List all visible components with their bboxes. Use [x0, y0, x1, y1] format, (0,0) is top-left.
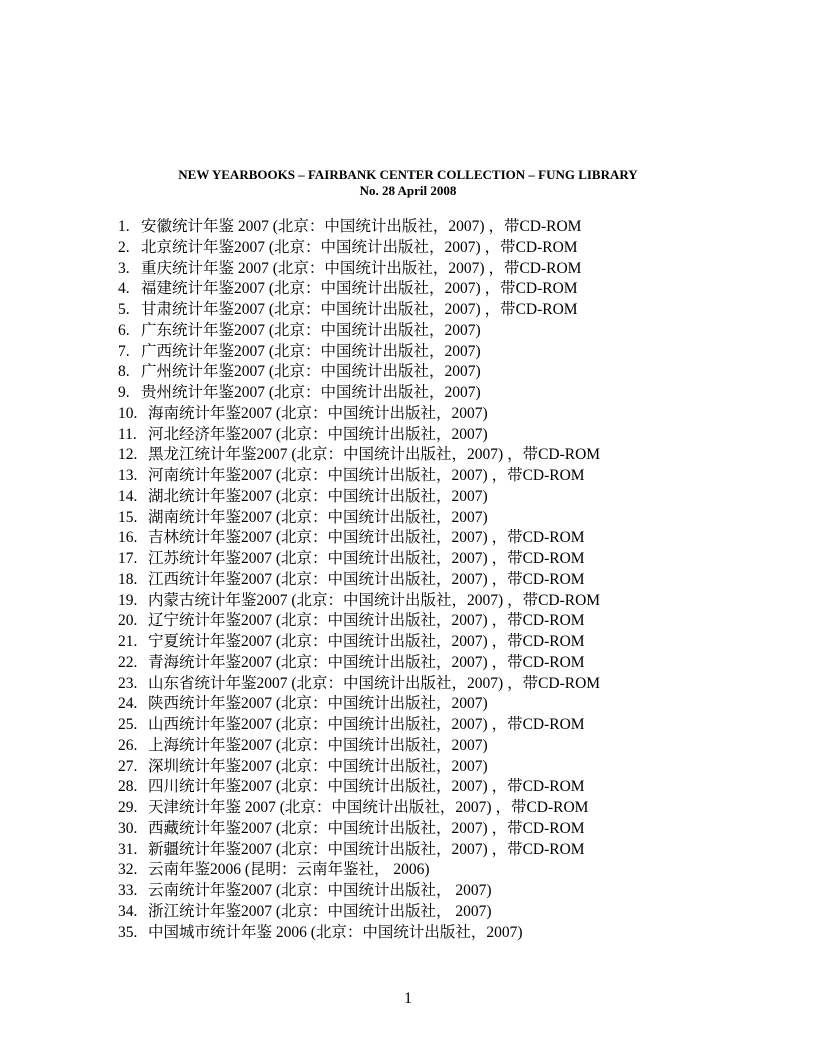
list-item-number: 2.	[118, 238, 130, 256]
list-item-number: 8.	[118, 363, 130, 381]
list-item-text: 陕西统计年鉴2007 (北京：中国统计出版社，2007)	[148, 695, 488, 713]
list-item	[118, 362, 758, 383]
list-item-number: 18.	[118, 570, 138, 588]
list-item-text: 广东统计年鉴2007 (北京：中国统计出版社，2007)	[141, 321, 481, 339]
list-item	[118, 819, 758, 840]
list-item-number: 30.	[118, 819, 138, 837]
list-item-number: 31.	[118, 840, 138, 858]
list-item	[118, 279, 758, 300]
list-item	[118, 528, 758, 549]
list-item-number: 15.	[118, 508, 138, 526]
list-item-text: 天津统计年鉴 2007 (北京：中国统计出版社，2007) ，带CD-ROM	[148, 799, 589, 816]
list-item-text: 山西统计年鉴2007 (北京：中国统计出版社，2007) ，带CD-ROM	[148, 716, 585, 733]
list-item-number: 25.	[118, 716, 138, 733]
list-item-text: 西藏统计年鉴2007 (北京：中国统计出版社，2007) ，带CD-ROM	[148, 819, 585, 837]
list-item-text: 海南统计年鉴2007 (北京：中国统计出版社，2007)	[148, 404, 488, 422]
list-item-text: 贵州统计年鉴2007 (北京：中国统计出版社，2007)	[141, 384, 481, 401]
list-item	[118, 798, 758, 819]
list-item	[118, 321, 758, 342]
list-item	[118, 487, 758, 508]
list-item-text: 江苏统计年鉴2007 (北京：中国统计出版社，2007) ，带CD-ROM	[148, 550, 585, 567]
yearbook-list	[118, 217, 758, 943]
list-item	[118, 508, 758, 529]
list-item-number: 20.	[118, 612, 138, 630]
list-item-text: 吉林统计年鉴2007 (北京：中国统计出版社，2007) ，带CD-ROM	[148, 529, 585, 547]
list-item	[118, 777, 758, 798]
list-item-number: 7.	[118, 342, 130, 360]
list-item-text: 北京统计年鉴2007 (北京：中国统计出版社，2007) ，带CD-ROM	[141, 238, 578, 256]
list-item	[118, 259, 758, 280]
list-item-text: 山东省统计年鉴2007 (北京：中国统计出版社，2007) ，带CD-ROM	[148, 674, 601, 692]
list-item-text: 中国城市统计年鉴 2006 (北京：中国统计出版社，2007)	[148, 923, 523, 941]
list-item	[118, 445, 758, 466]
list-item	[118, 549, 758, 570]
list-item-text: 辽宁统计年鉴2007 (北京：中国统计出版社，2007) ，带CD-ROM	[148, 612, 585, 630]
list-item-text: 内蒙古统计年鉴2007 (北京：中国统计出版社，2007) ，带CD-ROM	[148, 591, 601, 609]
list-item	[118, 383, 758, 404]
list-item-text: 甘肃统计年鉴2007 (北京：中国统计出版社，2007) ，带CD-ROM	[141, 301, 578, 318]
list-item-text: 青海统计年鉴2007 (北京：中国统计出版社，2007) ，带CD-ROM	[148, 653, 585, 671]
list-item-text: 宁夏统计年鉴2007 (北京：中国统计出版社，2007) ，带CD-ROM	[148, 633, 585, 650]
list-item	[118, 611, 758, 632]
list-item-text: 广州统计年鉴2007 (北京：中国统计出版社，2007)	[141, 363, 481, 381]
list-item	[118, 715, 758, 736]
list-item-number: 11.	[118, 425, 137, 443]
list-item-text: 广西统计年鉴2007 (北京：中国统计出版社，2007)	[141, 342, 481, 360]
list-item	[118, 736, 758, 757]
list-item	[118, 238, 758, 259]
list-item-number: 6.	[118, 321, 130, 339]
list-item-number: 28.	[118, 778, 138, 796]
list-item	[118, 923, 758, 944]
list-item-number: 34.	[118, 902, 138, 920]
list-item	[118, 757, 758, 778]
list-item-number: 3.	[118, 259, 130, 277]
list-item-number: 13.	[118, 467, 138, 484]
list-item	[118, 632, 758, 653]
page-title: NEW YEARBOOKS – FAIRBANK CENTER COLLECTION – FUNG LIBRARY	[178, 167, 638, 182]
list-item	[118, 300, 758, 321]
list-item	[118, 881, 758, 902]
list-item-number: 22.	[118, 653, 138, 671]
list-item-number: 17.	[118, 550, 138, 567]
list-item-text: 湖南统计年鉴2007 (北京：中国统计出版社，2007)	[148, 508, 488, 526]
list-item-text: 河北经济年鉴2007 (北京：中国统计出版社，2007)	[148, 425, 488, 443]
list-item-text: 云南年鉴2006 (昆明：云南年鉴社， 2006)	[148, 861, 430, 879]
list-item-text: 重庆统计年鉴 2007 (北京：中国统计出版社，2007) ，带CD-ROM	[141, 259, 582, 277]
list-item-text: 云南统计年鉴2007 (北京：中国统计出版社， 2007)	[148, 882, 492, 899]
list-item	[118, 570, 758, 591]
list-item-text: 新疆统计年鉴2007 (北京：中国统计出版社，2007) ，带CD-ROM	[148, 840, 585, 858]
list-item	[118, 840, 758, 861]
list-item-number: 32.	[118, 861, 138, 879]
list-item-text: 河南统计年鉴2007 (北京：中国统计出版社，2007) ，带CD-ROM	[148, 467, 585, 484]
list-item-number: 16.	[118, 529, 138, 547]
list-item-number: 21.	[118, 633, 138, 650]
list-item-number: 5.	[118, 301, 130, 318]
list-item-number: 35.	[118, 923, 138, 941]
list-item-number: 27.	[118, 757, 138, 775]
list-item	[118, 425, 758, 446]
list-item-number: 26.	[118, 736, 138, 754]
list-item	[118, 902, 758, 923]
list-item	[118, 591, 758, 612]
list-item	[118, 342, 758, 363]
list-item-text: 黑龙江统计年鉴2007 (北京：中国统计出版社，2007) ，带CD-ROM	[148, 446, 601, 464]
list-item-number: 12.	[118, 446, 138, 464]
list-item-number: 14.	[118, 487, 138, 505]
list-item-text: 浙江统计年鉴2007 (北京：中国统计出版社， 2007)	[148, 902, 492, 920]
list-item-text: 四川统计年鉴2007 (北京：中国统计出版社，2007) ，带CD-ROM	[148, 778, 585, 796]
list-item-number: 9.	[118, 384, 130, 401]
list-item	[118, 653, 758, 674]
list-item-number: 19.	[118, 591, 138, 609]
list-item	[118, 860, 758, 881]
page-subtitle: No. 28 April 2008	[359, 183, 457, 198]
list-item-text: 深圳统计年鉴2007 (北京：中国统计出版社，2007)	[148, 757, 488, 775]
list-item-text: 上海统计年鉴2007 (北京：中国统计出版社，2007)	[148, 736, 488, 754]
list-item-text: 福建统计年鉴2007 (北京：中国统计出版社，2007) ，带CD-ROM	[141, 280, 578, 298]
page-number: 1	[404, 990, 412, 1007]
list-item-number: 29.	[118, 799, 138, 816]
list-item	[118, 217, 758, 238]
list-item-text: 湖北统计年鉴2007 (北京：中国统计出版社，2007)	[148, 487, 488, 505]
list-item-text: 安徽统计年鉴 2007 (北京：中国统计出版社，2007) ，带CD-ROM	[141, 218, 582, 235]
list-item	[118, 674, 758, 695]
list-item-number: 33.	[118, 882, 138, 899]
list-item-text: 江西统计年鉴2007 (北京：中国统计出版社，2007) ，带CD-ROM	[148, 570, 585, 588]
list-item-number: 4.	[118, 280, 130, 298]
list-item-number: 23.	[118, 674, 138, 692]
list-item	[118, 466, 758, 487]
list-item	[118, 404, 758, 425]
list-item-number: 24.	[118, 695, 138, 713]
list-item-number: 1.	[118, 218, 130, 235]
list-item	[118, 694, 758, 715]
list-item-number: 10.	[118, 404, 138, 422]
